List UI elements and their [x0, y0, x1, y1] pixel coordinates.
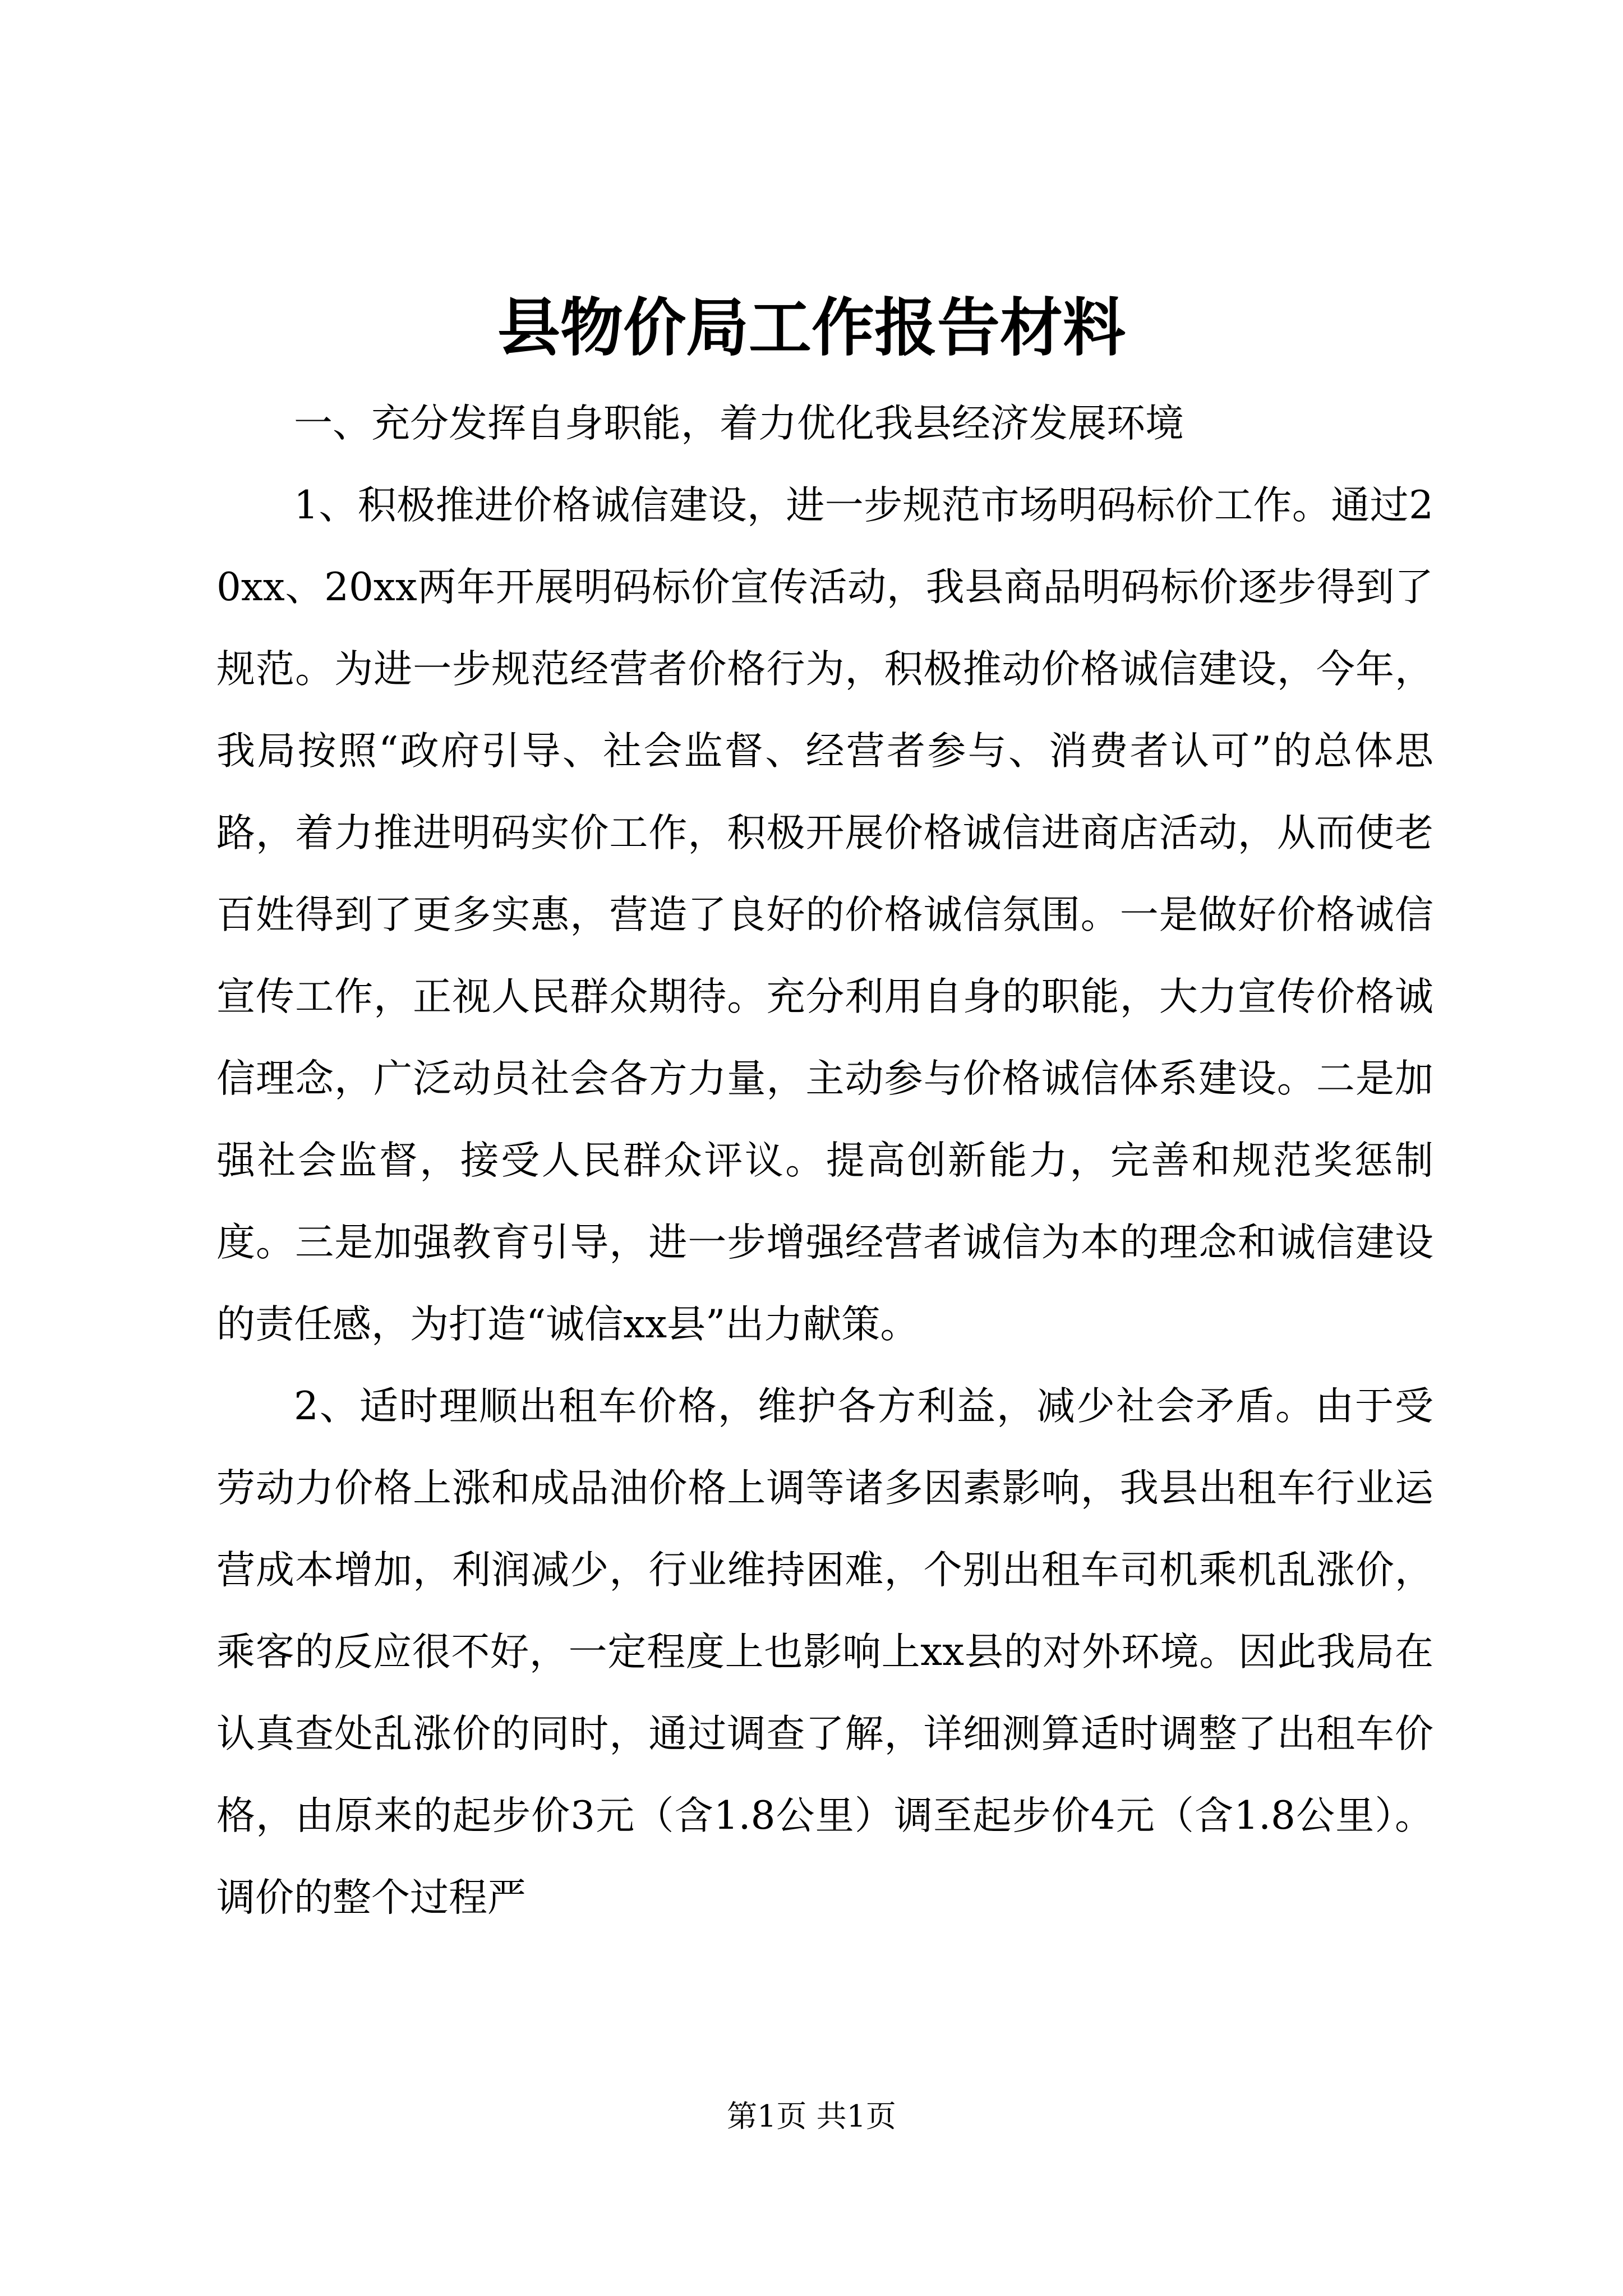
- document-title: 县物价局工作报告材料: [497, 291, 1126, 365]
- section-heading: 一、充分发挥自身职能，着力优化我县经济发展环境: [294, 401, 1184, 446]
- document-body: [216, 383, 1433, 1939]
- body-paragraph: 2、适时理顺出租车价格，维护各方利益，减少社会矛盾。由于受劳动力价格上涨和成品油价格上调等诸多因素影响，我县出租车行业运营成本增加，利润减少，行业维持困难，个别出租车司机乘机乱涨价，乘客的反应很不好，一定程度上也影响上xx县的对外环境。因此我局在认真查处乱涨价的同时，通过调查了解，详细测算适时调整了出租车价格，由原来的起步价3元（含1.8公里）调至起步价4元（含1.8公里）。调价的整个过程严: [216, 1384, 1433, 1920]
- page-footer: 第1页 共1页: [727, 2099, 896, 2134]
- body-paragraph: 1、积极推进价格诚信建设，进一步规范市场明码标价工作。通过20xx、20xx两年开展明码标价宣传活动，我县商品明码标价逐步得到了规范。为进一步规范经营者价格行为，积极推动价格诚信建设，今年，我局按照“政府引导、社会监督、经营者参与、消费者认可”的总体思路，着力推进明码实价工作，积极开展价格诚信进商店活动，从而使老百姓得到了更多实惠，营造了良好的价格诚信氛围。一是做好价格诚信宣传工作，正视人民群众期待。充分利用自身的职能，大力宣传价格诚信理念，广泛动员社会各方力量，主动参与价格诚信体系建设。二是加强社会监督，接受人民群众评议。提高创新能力，完善和规范奖惩制度。三是加强教育引导，进一步增强经营者诚信为本的理念和诚信建设的责任感，为打造“诚信xx县”出力献策。: [216, 483, 1433, 1347]
